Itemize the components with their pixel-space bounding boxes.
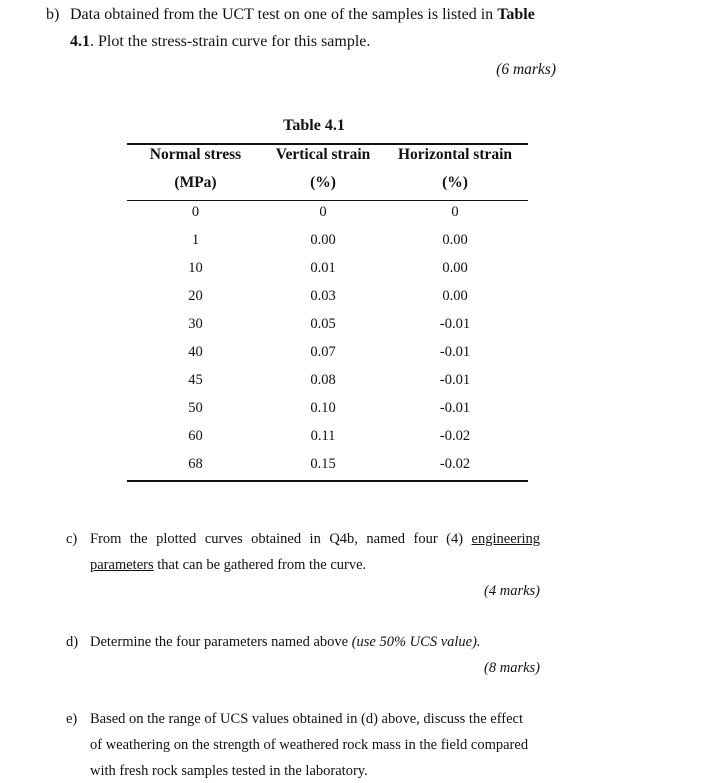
question-c-underlined-2: parameters <box>90 557 154 573</box>
question-b-table-number: 4.1 <box>70 33 90 50</box>
question-c-text-line1-plain: From the plotted curves obtained in Q4b, named four (4) <box>90 531 472 547</box>
question-c-text-line2-plain: that can be gathered from the curve. <box>153 557 367 573</box>
table-cell-horizontal-strain: 0 <box>451 204 459 220</box>
table-header-rule <box>127 200 528 201</box>
table-cell-horizontal-strain: -0.01 <box>439 316 471 332</box>
question-b-text-line2-plain: . Plot the stress-strain curve for this sample. <box>90 33 371 50</box>
table-cell-normal-stress: 20 <box>188 288 203 304</box>
table-cell-normal-stress: 45 <box>188 372 203 388</box>
question-b-text-line1 <box>70 6 535 24</box>
table-cell-normal-stress: 50 <box>188 400 203 416</box>
question-c-marks: (4 marks) <box>484 583 540 599</box>
table-cell-horizontal-strain: -0.02 <box>439 428 471 444</box>
question-d-marks: (8 marks) <box>484 660 540 676</box>
question-d-text <box>90 634 481 651</box>
table-cell-vertical-strain: 0.10 <box>310 400 336 416</box>
header-normal-stress-unit: (MPa) <box>174 174 217 191</box>
question-c-underlined-1: engineering <box>471 531 540 547</box>
header-normal-stress: Normal stress <box>149 146 242 163</box>
question-b-text-line1-plain: Data obtained from the UCT test on one of the samples is listed in <box>70 6 498 23</box>
question-d-text-plain: Determine the four parameters named above <box>90 634 352 650</box>
question-e-label: e) <box>66 711 78 727</box>
table-cell-horizontal-strain: -0.01 <box>439 344 471 360</box>
table-cell-horizontal-strain: 0.00 <box>442 288 468 304</box>
question-b-label: b) <box>46 6 60 23</box>
table-cell-normal-stress: 40 <box>188 344 203 360</box>
table-cell-vertical-strain: 0.07 <box>310 344 336 360</box>
table-cell-horizontal-strain: 0.00 <box>442 232 468 248</box>
table-cell-normal-stress: 30 <box>188 316 203 332</box>
question-e-text-line1: Based on the range of UCS values obtained in (d) above, discuss the effect <box>90 711 524 727</box>
header-vertical-strain-unit: (%) <box>310 174 336 191</box>
question-d-text-italic: (use 50% UCS value). <box>351 634 481 650</box>
table-cell-normal-stress: 1 <box>191 232 200 248</box>
table-cell-vertical-strain: 0.15 <box>310 456 336 472</box>
header-horizontal-strain-unit: (%) <box>442 174 468 191</box>
question-e-text-line2: of weathering on the strength of weathered rock mass in the field compared <box>90 737 529 753</box>
table-cell-normal-stress: 68 <box>188 456 203 472</box>
header-vertical-strain: Vertical strain <box>275 146 371 163</box>
table-top-rule <box>127 143 528 145</box>
question-c-text-line1 <box>90 531 540 548</box>
table-cell-horizontal-strain: -0.01 <box>439 372 471 388</box>
table-cell-vertical-strain: 0.08 <box>310 372 336 388</box>
table-cell-vertical-strain: 0.05 <box>310 316 336 332</box>
question-b-text-line2 <box>70 33 370 51</box>
table-cell-normal-stress: 60 <box>188 428 203 444</box>
table-cell-normal-stress: 0 <box>191 204 200 220</box>
table-cell-vertical-strain: 0.01 <box>310 260 336 276</box>
question-c-label: c) <box>66 531 78 547</box>
question-b-table-ref: Table <box>497 6 535 23</box>
header-horizontal-strain: Horizontal strain <box>397 146 513 163</box>
question-e-text-line3: with fresh rock samples tested in the laboratory. <box>90 763 368 779</box>
table-cell-vertical-strain: 0.11 <box>310 428 336 444</box>
table-cell-vertical-strain: 0.03 <box>310 288 336 304</box>
question-d-label: d) <box>66 634 79 650</box>
question-c-text-line2 <box>90 557 366 574</box>
table-cell-vertical-strain: 0 <box>319 204 327 220</box>
table-cell-horizontal-strain: -0.01 <box>439 400 471 416</box>
table-cell-vertical-strain: 0.00 <box>310 232 336 248</box>
table-title: Table 4.1 <box>283 117 345 134</box>
table-cell-normal-stress: 10 <box>188 260 203 276</box>
table-bottom-rule <box>127 480 528 482</box>
table-cell-horizontal-strain: 0.00 <box>442 260 468 276</box>
question-b-marks: (6 marks) <box>496 61 556 78</box>
table-cell-horizontal-strain: -0.02 <box>439 456 471 472</box>
